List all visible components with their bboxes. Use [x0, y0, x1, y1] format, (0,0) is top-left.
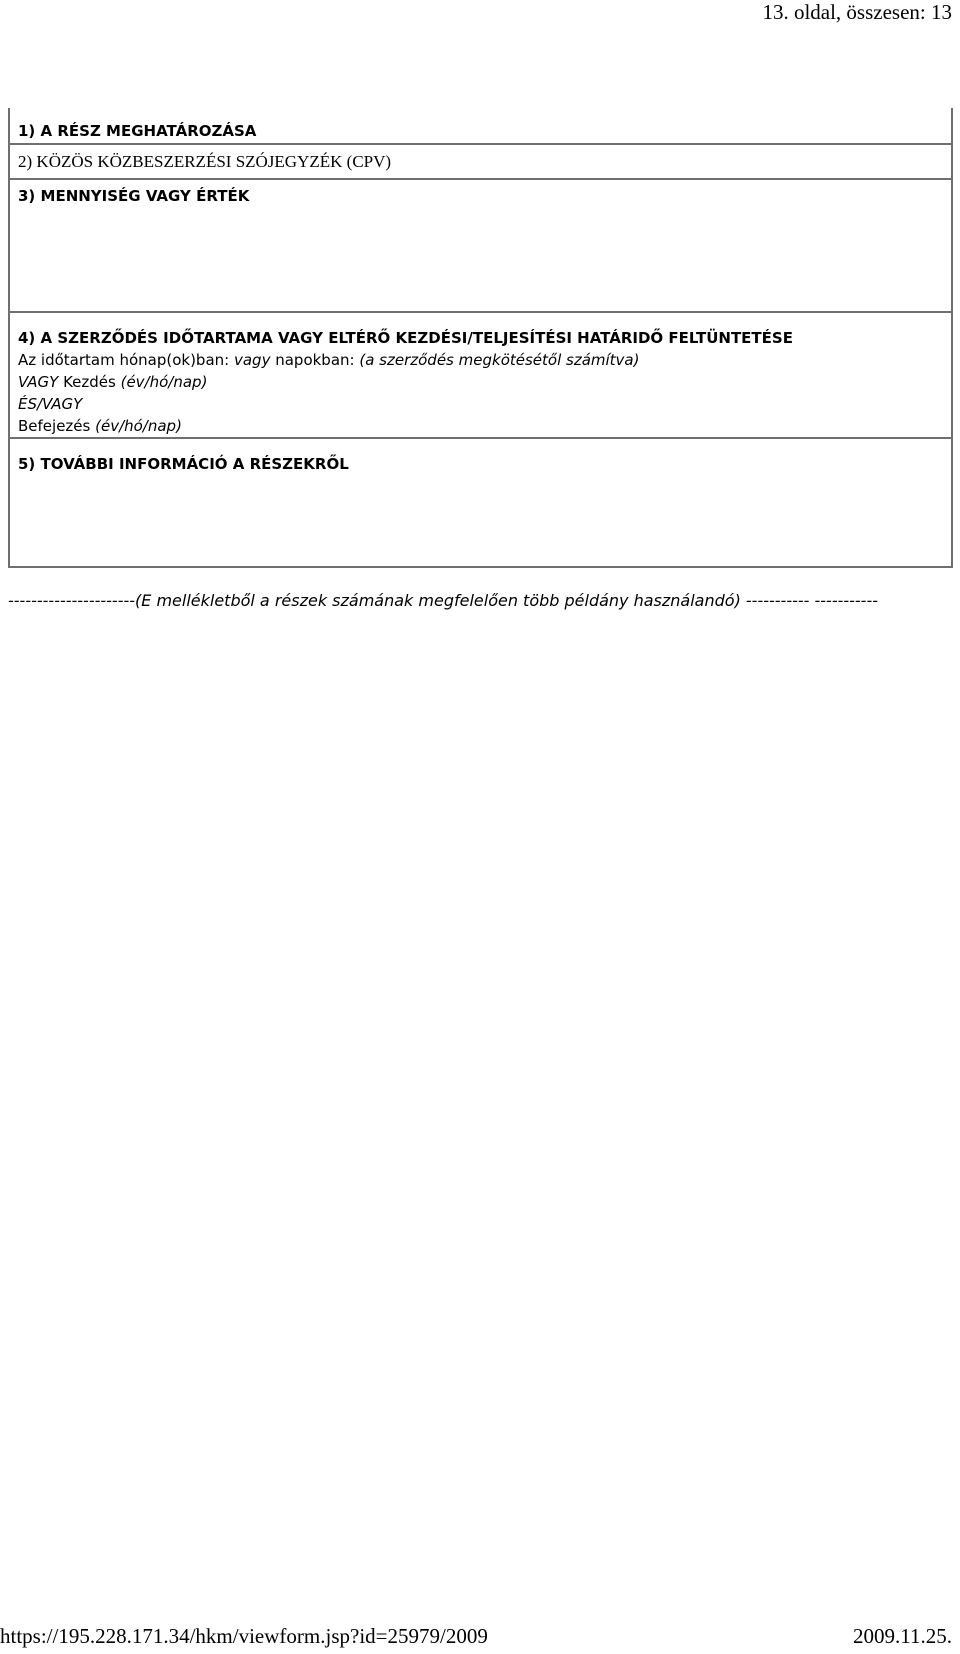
duration-days-label: napokban:: [270, 351, 360, 369]
section-4-body: [18, 313, 951, 437]
section-5-title: 5) TOVÁBBI INFORMÁCIÓ A RÉSZEKRŐL: [18, 455, 349, 473]
section-1-title: 1) A RÉSZ MEGHATÁROZÁSA: [18, 122, 257, 140]
section-4-row: [9, 312, 952, 438]
or-upper-label: VAGY: [18, 373, 59, 391]
section-2-title: 2) KÖZÖS KÖZBESZERZÉSI SZÓJEGYZÉK (CPV): [18, 152, 392, 171]
multiple-copies-note: ----------------------(E mellékletből a részek számának megfelelően több példány használandó) ----------- -----------: [8, 591, 878, 610]
start-line: [18, 371, 951, 393]
and-or-line: ÉS/VAGY: [18, 395, 83, 413]
end-line: [18, 415, 951, 437]
duration-line: [18, 349, 951, 371]
footer-url: https://195.228.171.34/hkm/viewform.jsp?id=25979/2009: [0, 1624, 488, 1648]
section-1-row: [9, 108, 952, 144]
annex-part-form-table: [8, 108, 953, 568]
date-format-hint: (év/hó/nap): [120, 373, 208, 391]
footer-date: 2009.11.25.: [853, 1624, 952, 1648]
from-contract-note: (a szerződés megkötésétől számítva): [359, 351, 640, 369]
section-4-title: 4) A SZERZŐDÉS IDŐTARTAMA VAGY ELTÉRŐ KEZDÉSI/TELJESÍTÉSI HATÁRIDŐ FELTÜNTETÉSE: [18, 329, 793, 347]
end-label: Befejezés: [18, 417, 96, 435]
section-3-title: 3) MENNYISÉG VAGY ÉRTÉK: [18, 187, 250, 205]
start-label: Kezdés: [58, 373, 121, 391]
section-2-row: [9, 144, 952, 179]
section-3-row: [9, 179, 952, 312]
duration-months-label: Az időtartam hónap(ok)ban:: [18, 351, 234, 369]
or-label: vagy: [233, 351, 271, 369]
page-number-header: 13. oldal, összesen: 13: [762, 0, 952, 24]
date-format-hint: (év/hó/nap): [95, 417, 182, 435]
section-5-row: [9, 438, 952, 567]
